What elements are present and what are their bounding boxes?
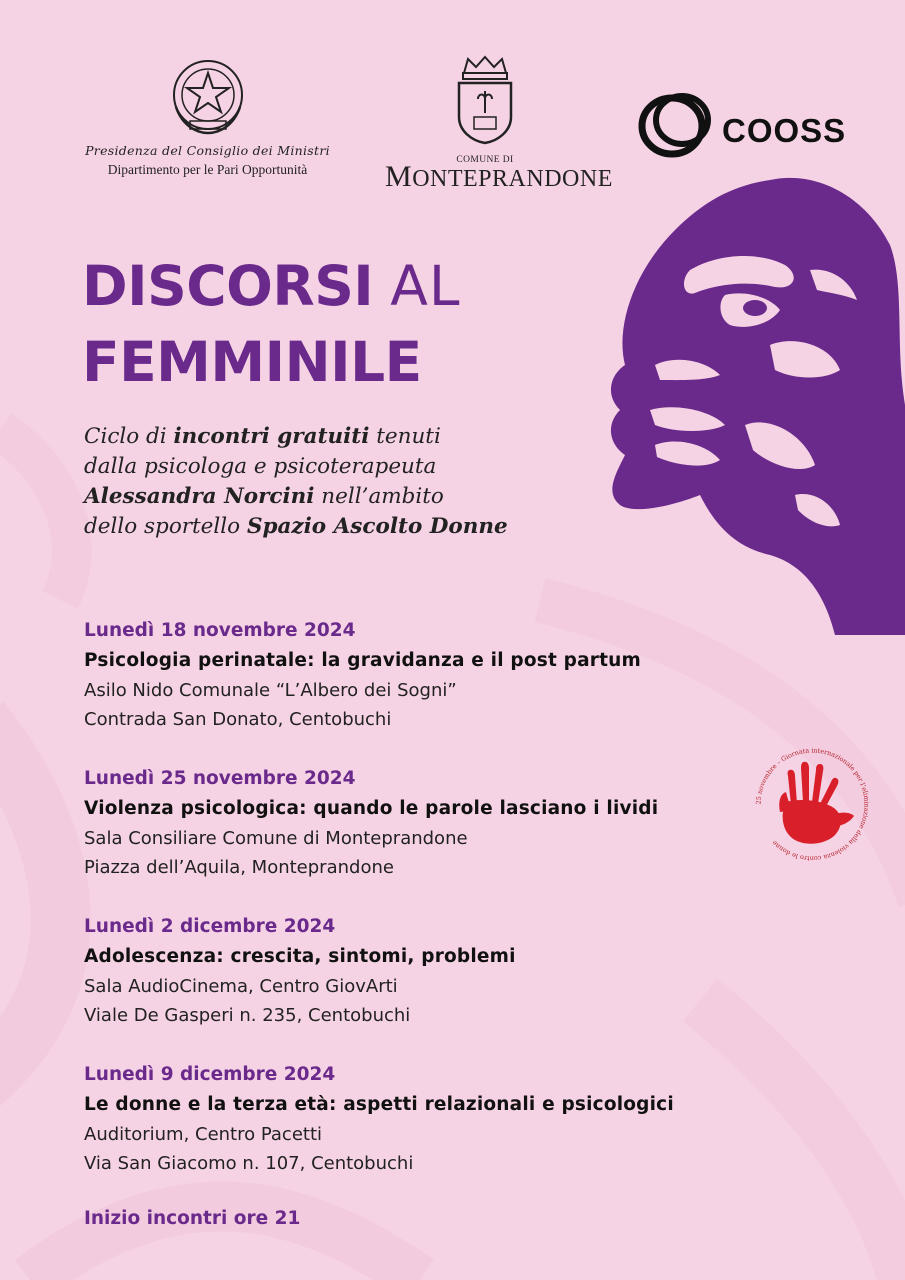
event-item <box>84 764 784 912</box>
events-list <box>84 616 784 1208</box>
title-word-al: AL <box>390 254 461 318</box>
comune-crest-icon <box>454 55 516 145</box>
event-date: Lunedì 18 novembre 2024 <box>84 620 356 641</box>
comune-name: MONTEPRANDONE <box>385 160 613 193</box>
red-hand-badge-icon <box>750 742 875 867</box>
event-item <box>84 616 784 764</box>
event-item <box>84 1060 784 1208</box>
event-date: Lunedì 9 dicembre 2024 <box>84 1064 336 1085</box>
presidenza-title: Presidenza del Consiglio dei Ministri <box>85 143 330 158</box>
start-time-note: Inizio incontri ore 21 <box>84 1208 301 1229</box>
italian-republic-emblem-icon <box>168 55 248 137</box>
event-item <box>84 912 784 1060</box>
badge-circular-text: 25 novembre – Giornata internazionale per l’eliminazione della violenza contro le donne <box>754 746 871 863</box>
event-title: Le donne e la terza età: aspetti relazionali e psicologici <box>84 1094 674 1115</box>
cooss-rings-icon <box>636 88 720 158</box>
event-venue: Sala AudioCinema, Centro GiovArti <box>84 976 398 997</box>
event-title: Adolescenza: crescita, sintomi, problemi <box>84 946 516 967</box>
title-word-discorsi: DISCORSI <box>82 254 374 318</box>
event-venue: Sala Consiliare Comune di Monteprandone <box>84 828 468 849</box>
event-date: Lunedì 25 novembre 2024 <box>84 768 356 789</box>
event-venue: Asilo Nido Comunale “L’Albero dei Sogni” <box>84 680 457 701</box>
event-address: Viale De Gasperi n. 235, Centobuchi <box>84 1005 411 1026</box>
comune-logo <box>385 55 613 193</box>
presidenza-logo <box>70 55 345 178</box>
event-title: Psicologia perinatale: la gravidanza e il post partum <box>84 650 641 671</box>
title-word-femminile: FEMMINILE <box>82 330 422 394</box>
woman-face-illustration <box>595 175 905 635</box>
comune-label: COMUNE DI <box>456 155 514 165</box>
cooss-logo <box>636 88 847 158</box>
event-address: Contrada San Donato, Centobuchi <box>84 709 392 730</box>
event-title: Violenza psicologica: quando le parole lasciano i lividi <box>84 798 659 819</box>
poster-title <box>82 248 461 400</box>
event-date: Lunedì 2 dicembre 2024 <box>84 916 336 937</box>
event-address: Via San Giacomo n. 107, Centobuchi <box>84 1153 414 1174</box>
presidenza-department: Dipartimento per le Pari Opportunità <box>107 162 308 177</box>
event-venue: Auditorium, Centro Pacetti <box>84 1124 323 1145</box>
cooss-wordmark: COOSS <box>722 112 847 149</box>
intro-text: Ciclo di incontri gratuiti tenuti dalla psicologa e psicoterapeuta Alessandra Norcini nell’ambito dello sportello Spazio Ascolto Donne <box>84 424 508 539</box>
event-address: Piazza dell’Aquila, Monteprandone <box>84 857 394 878</box>
